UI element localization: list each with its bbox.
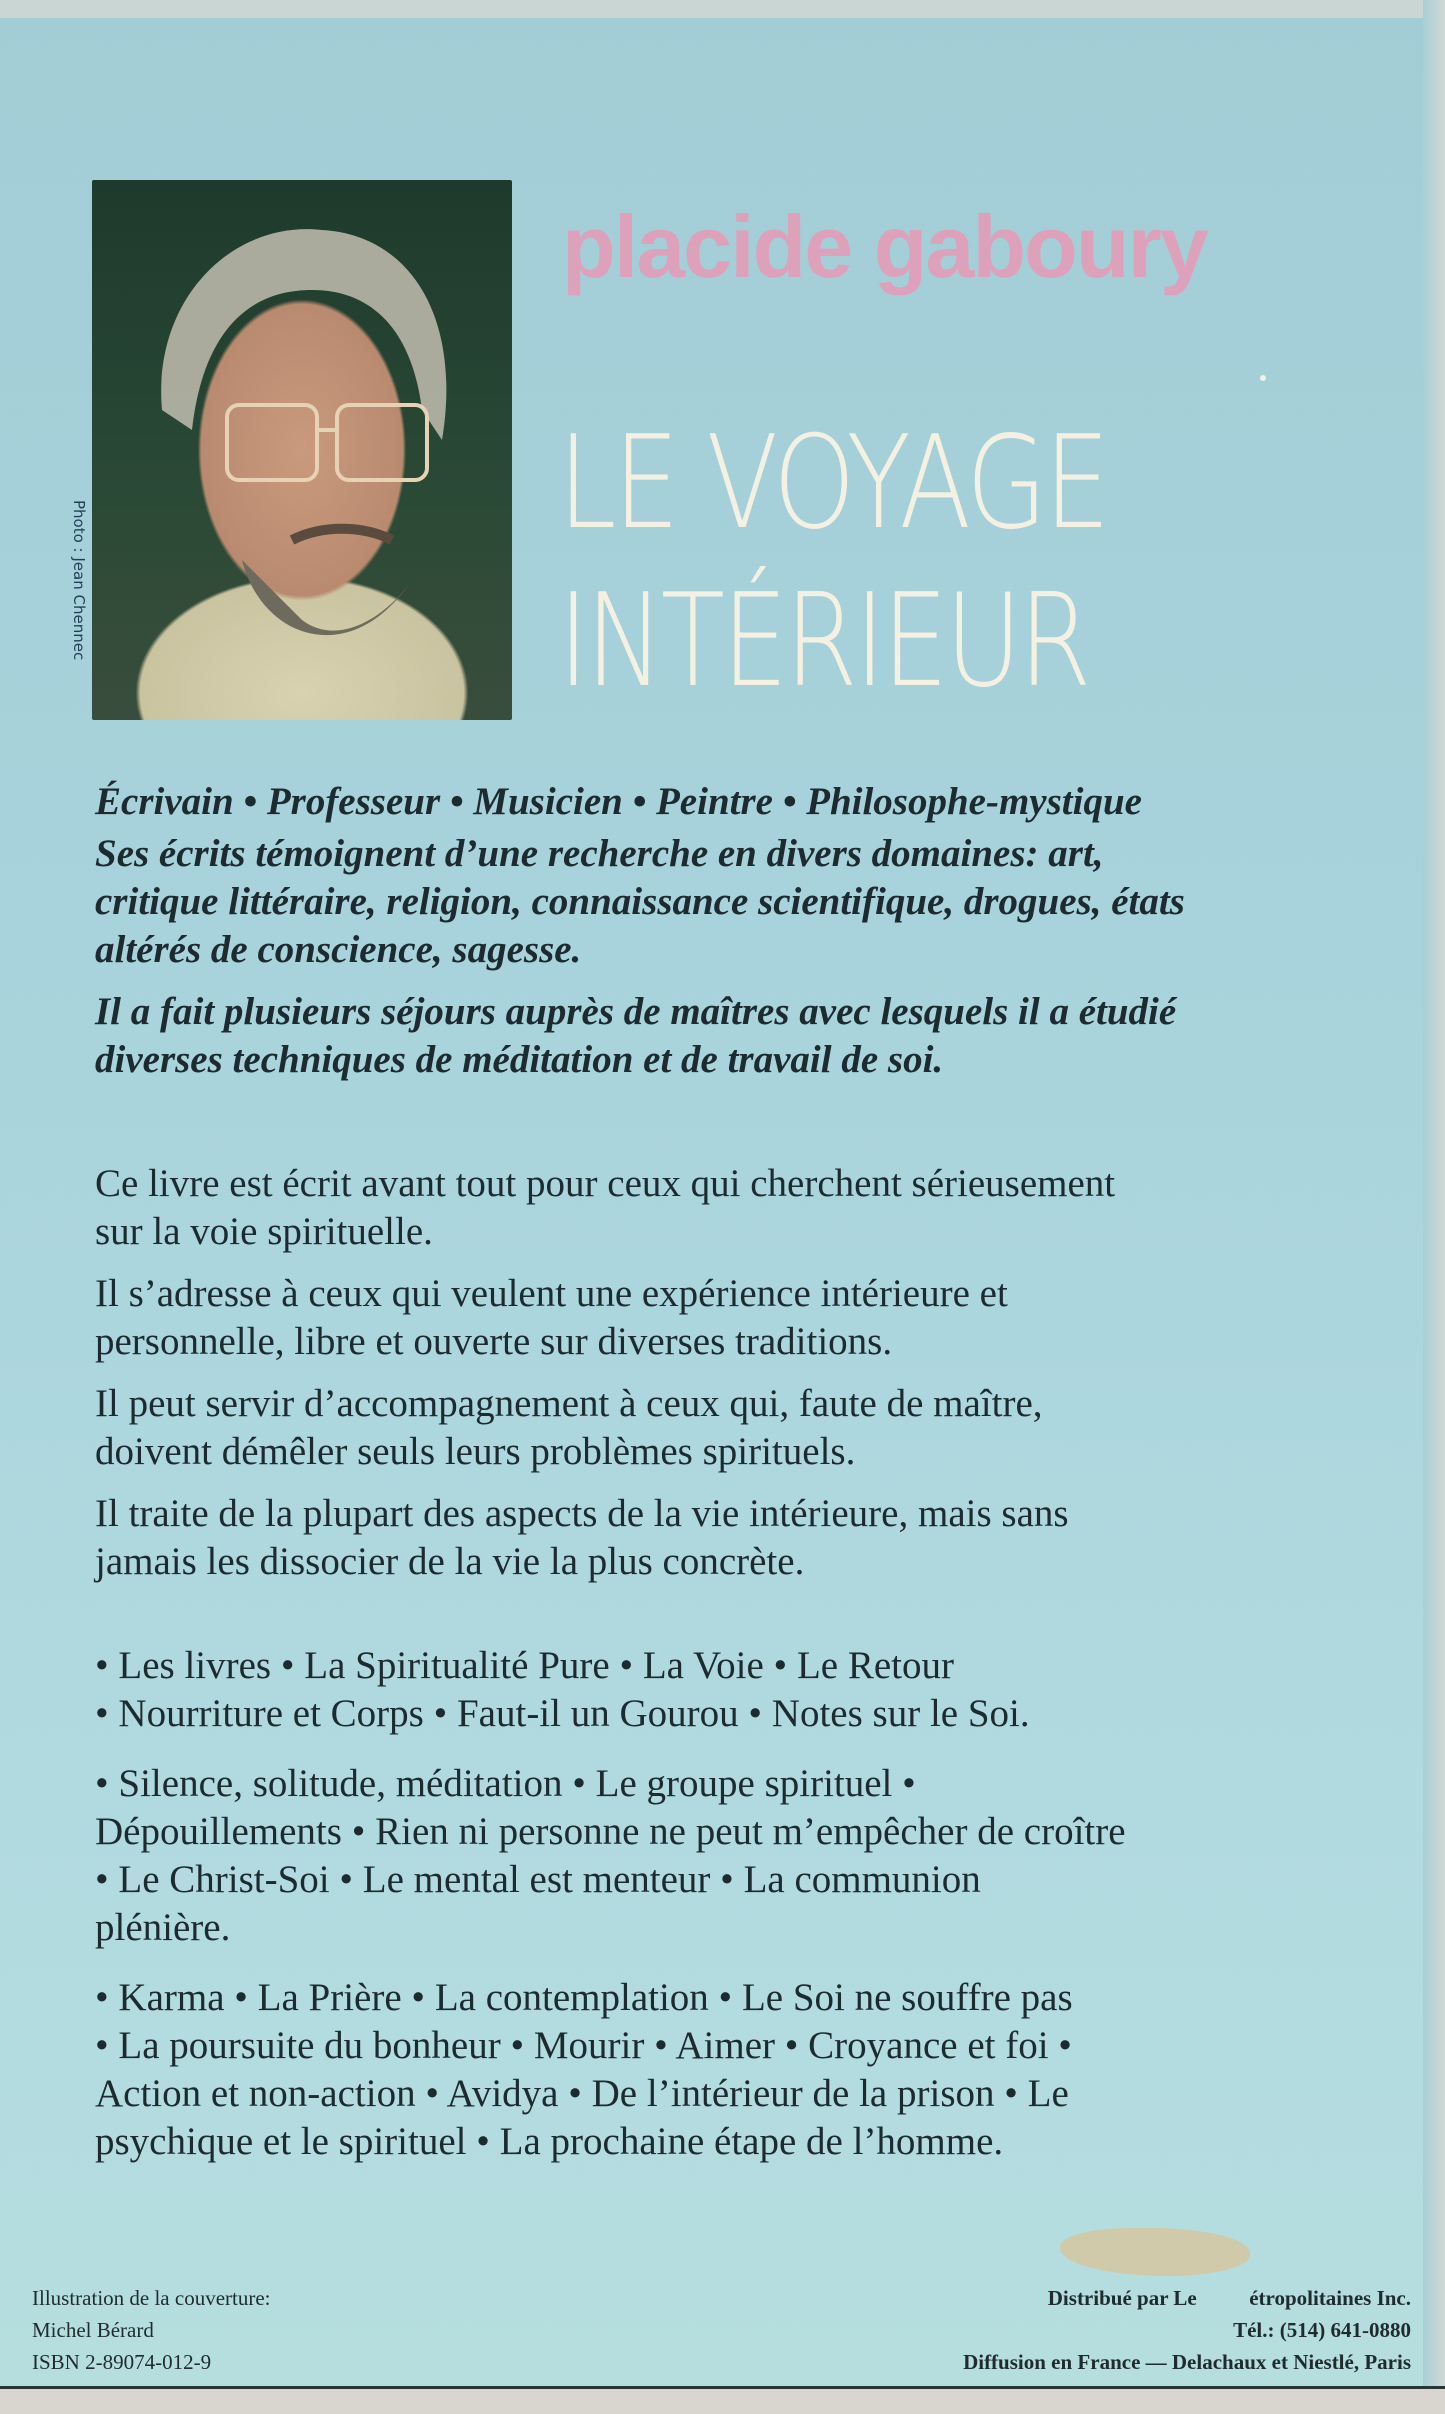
illustration-label: Illustration de la couverture: [32,2286,271,2310]
text-line: plénière. [95,1906,231,1949]
torn-label-patch [1060,2228,1250,2276]
bio-paragraph [95,988,1295,1084]
text-line: Il a fait plusieurs séjours auprès de maîtres avec lesquels il a étudié [95,990,1177,1033]
description-paragraph [95,1490,1295,1586]
author-photo [92,180,512,720]
decorative-dot [1260,375,1266,381]
bio-paragraph [95,830,1295,974]
table-of-contents [95,1642,1295,2180]
author-name: placide gaboury [562,197,1207,296]
distributor: Distribué par Le étropolitaines Inc. [1047,2286,1411,2310]
text-line: Action et non-action • Avidya • De l’intérieur de la prison • Le [95,2072,1069,2115]
illustrator-name: Michel Bérard [32,2318,154,2342]
distributor-phone: Tél.: (514) 641-0880 [1233,2318,1411,2342]
text-line: personnelle, libre et ouverte sur diverses traditions. [95,1320,893,1363]
text-line: • Silence, solitude, méditation • Le groupe spirituel • [95,1762,916,1805]
contents-group [95,1974,1295,2166]
roles-line: Écrivain • Professeur • Musicien • Peintre • Philosophe-mystique [95,780,1142,823]
text-line: diverses techniques de méditation et de travail de soi. [95,1038,944,1081]
text-line: • Les livres • La Spiritualité Pure • La Voie • Le Retour [95,1644,954,1687]
cover-top-edge [0,0,1445,18]
text-line: Ses écrits témoignent d’une recherche en divers domaines: art, [95,832,1104,875]
text-line: Il traite de la plupart des aspects de la vie intérieure, mais sans [95,1492,1069,1535]
author-bio [95,830,1295,1098]
text-line: Il s’adresse à ceux qui veulent une expérience intérieure et [95,1272,1008,1315]
text-line: Dépouillements • Rien ni personne ne peut m’empêcher de croître [95,1810,1126,1853]
text-line: • Karma • La Prière • La contemplation • Le Soi ne souffre pas [95,1976,1073,2019]
text-line: • La poursuite du bonheur • Mourir • Aimer • Croyance et foi • [95,2024,1072,2067]
author-portrait-icon [92,180,512,720]
footer-distribution [963,2282,1411,2378]
isbn: ISBN 2-89074-012-9 [32,2350,212,2374]
text-line: • Nourriture et Corps • Faut-il un Gourou • Notes sur le Soi. [95,1692,1030,1735]
text-line: altérés de conscience, sagesse. [95,928,582,971]
contents-group [95,1642,1295,1738]
text-line: Ce livre est écrit avant tout pour ceux qui cherchent sérieusement [95,1162,1116,1205]
text-line: sur la voie spirituelle. [95,1210,433,1253]
description-paragraph [95,1160,1295,1256]
france-distribution: Diffusion en France — Delachaux et Niestlé, Paris [963,2350,1411,2374]
book-description [95,1160,1295,1600]
footer-credits [32,2282,271,2378]
book-title-line-1: LE VOYAGE [558,409,1108,558]
text-line: psychique et le spirituel • La prochaine étape de l’homme. [95,2120,1004,2163]
description-paragraph [95,1270,1295,1366]
description-paragraph [95,1380,1295,1476]
text-line: • Le Christ-Soi • Le mental est menteur • La communion [95,1858,981,1901]
text-line: critique littéraire, religion, connaissance scientifique, drogues, états [95,880,1185,923]
text-line: jamais les dissocier de la vie la plus concrète. [95,1540,805,1583]
cover-right-edge [1423,0,1445,2411]
author-roles [95,778,1295,826]
text-line: Il peut servir d’accompagnement à ceux qui, faute de maître, [95,1382,1043,1425]
text-line: doivent démêler seuls leurs problèmes spirituels. [95,1430,856,1473]
contents-group [95,1760,1295,1952]
book-title-line-2: INTÉRIEUR [558,567,1089,716]
cover-bottom-edge [0,2386,1445,2414]
photo-credit: Photo : Jean Chennec [70,500,88,661]
